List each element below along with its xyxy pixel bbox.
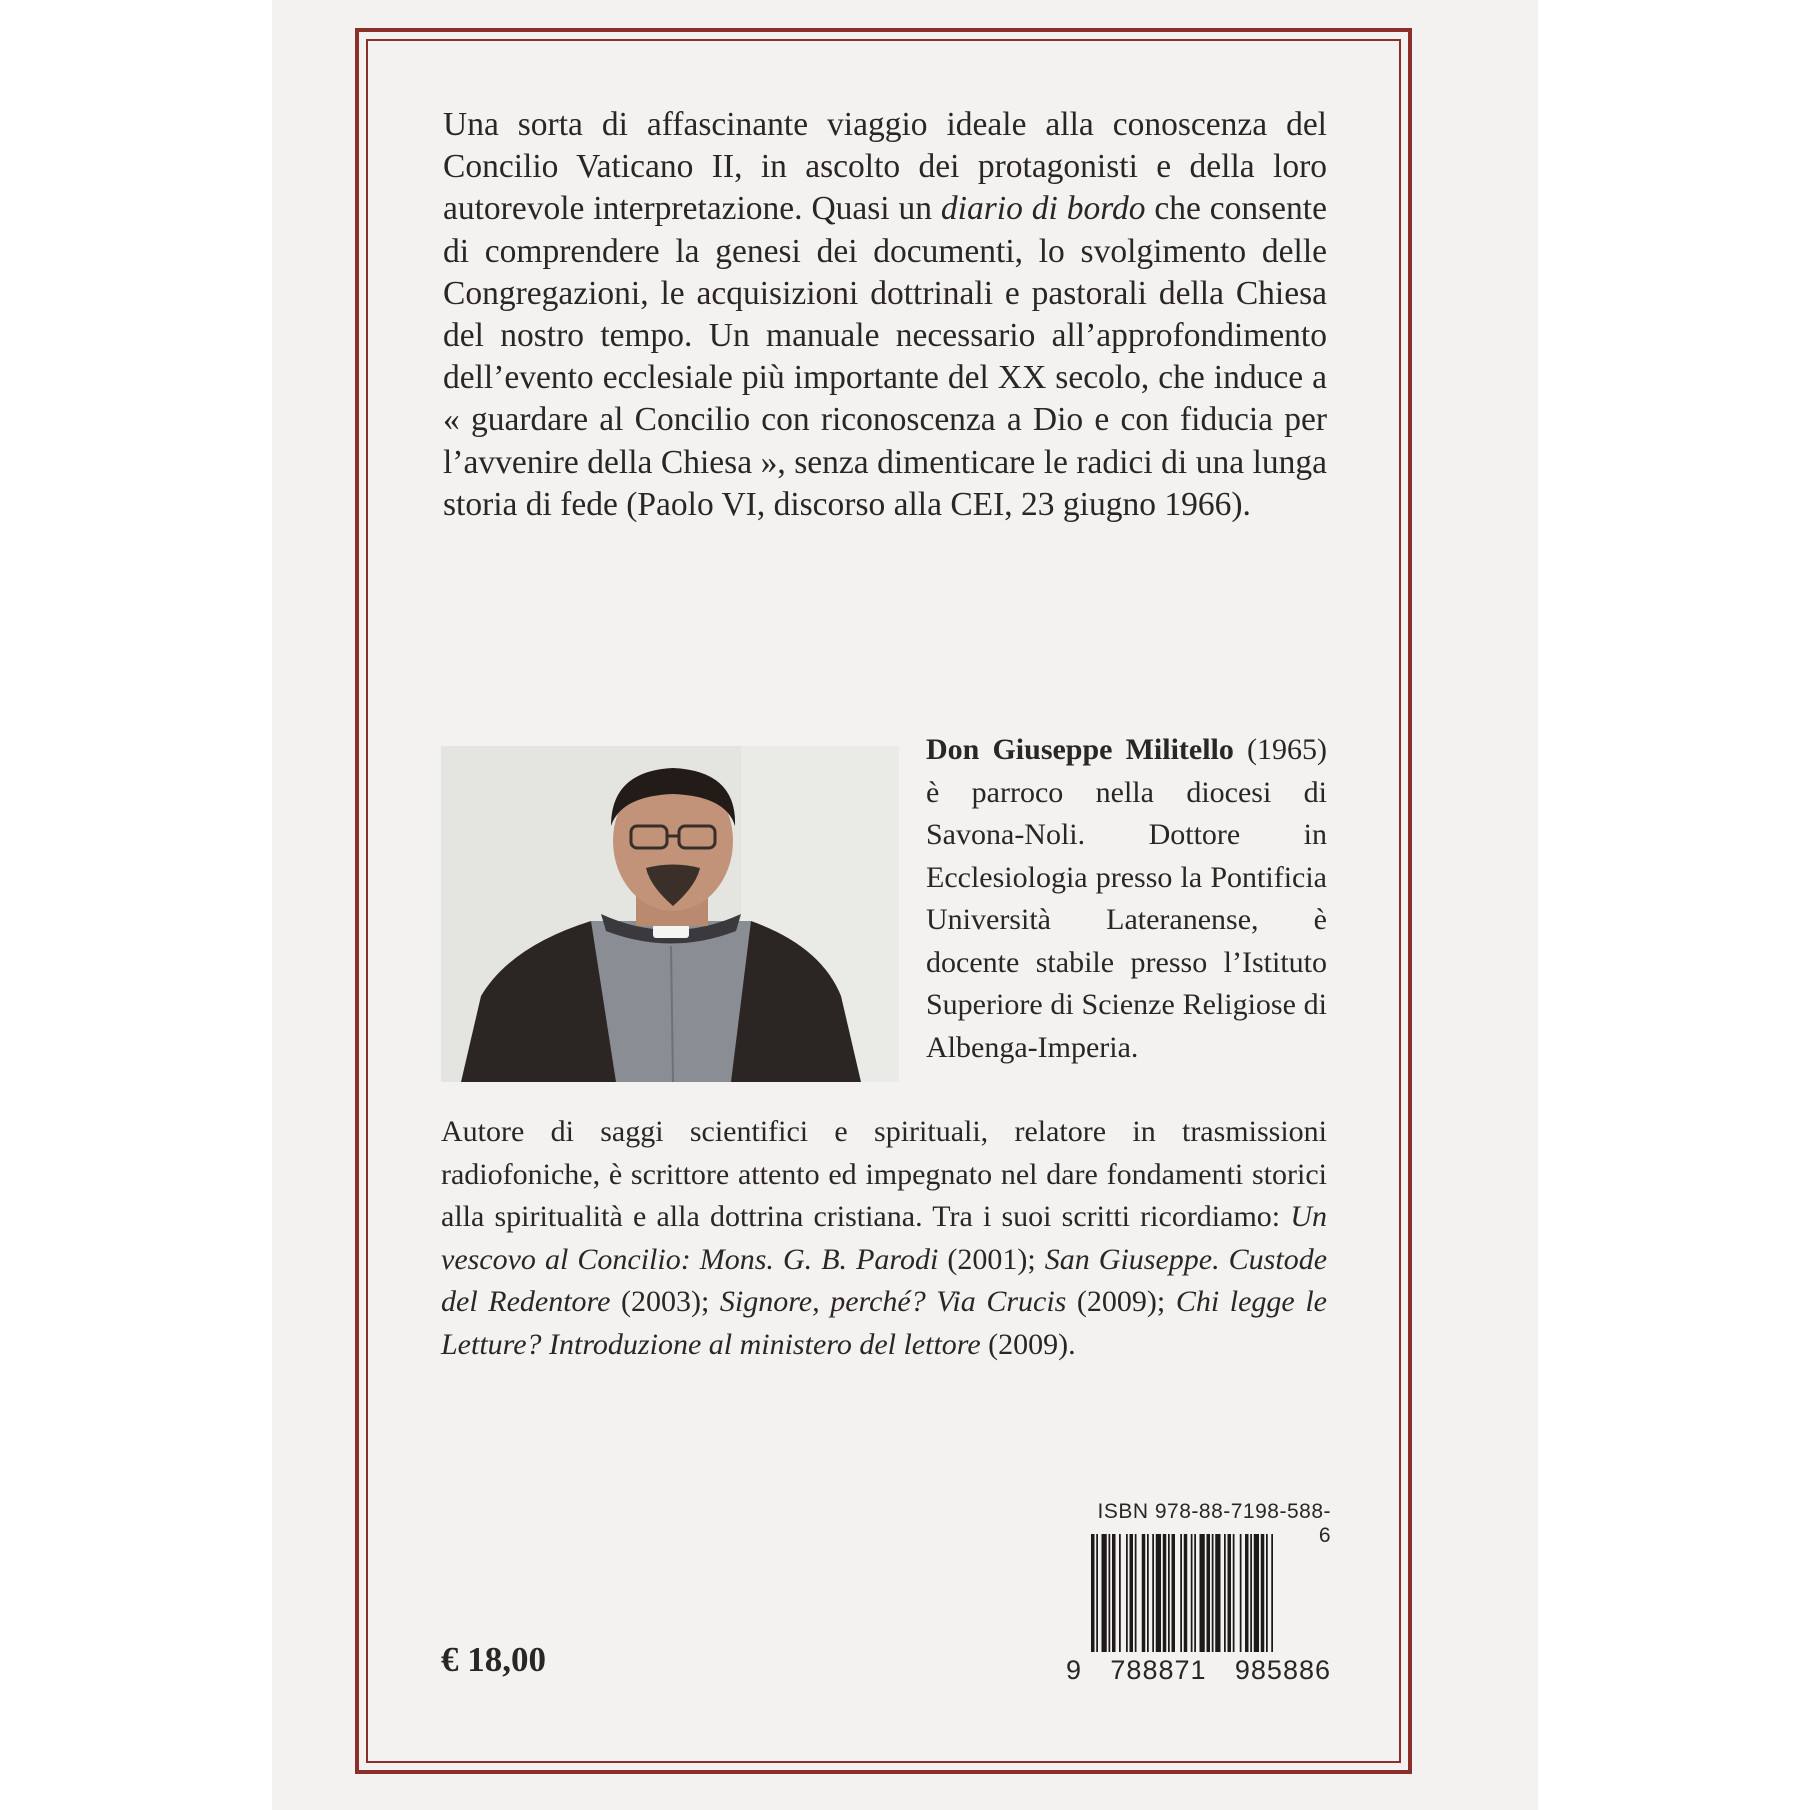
barcode-bar — [1240, 1534, 1242, 1652]
work-title: San Giuseppe. Custode del Redentore — [441, 1242, 1328, 1318]
barcode-bar — [1112, 1534, 1116, 1652]
barcode-bar — [1212, 1534, 1214, 1652]
barcode-bar — [1261, 1534, 1265, 1652]
price: € 18,00 — [441, 1640, 546, 1679]
barcode-bar — [1163, 1534, 1167, 1652]
blurb-text-1: Una sorta di affascinante viaggio ideale alla conoscenza del Concilio Vaticano II, in ascolto dei protagonisti e della loro autorevole interpretazione. Quasi un — [443, 106, 1327, 228]
barcode-bar — [1245, 1534, 1249, 1652]
work-title: Chi legge le Letture? Introduzione al ministero del lettore — [441, 1285, 1327, 1361]
barcode-bar — [1172, 1534, 1176, 1652]
barcode-bar — [1233, 1534, 1235, 1652]
author-name: Don Giuseppe Militello — [926, 733, 1234, 766]
work-year: (2003); — [610, 1285, 720, 1318]
barcode-bar — [1142, 1534, 1146, 1652]
barcode-bar — [1250, 1534, 1252, 1652]
isbn-label: ISBN 978-88-7198-588-6 — [1097, 1500, 1331, 1547]
barcode-bar — [1135, 1534, 1137, 1652]
barcode-bar — [1266, 1534, 1268, 1652]
barcode-bar — [1194, 1534, 1196, 1652]
work-title: Un vescovo al Concilio: Mons. G. B. Parodi — [441, 1200, 1327, 1276]
barcode-bar — [1102, 1534, 1107, 1652]
blurb-text-2: che consente di comprendere la genesi dei documenti, lo svolgimento delle Congregazioni, le acquisizioni dottrinali e pastorali della Chiesa del nostro tempo. Un manuale necessario all’approfondimento dell’evento ecclesiale più importante del XX secolo, che induce a « guardare al Concilio con riconoscenza a Dio e con fiducia per l’avvenire della Chiesa », senza dimenticare le radici di una lunga storia di fede (Paolo VI, discorso alla CEI, 23 giugno 1966). — [443, 190, 1327, 523]
barcode-bar — [1184, 1534, 1188, 1652]
barcode-bar — [1126, 1534, 1128, 1652]
barcode-bar — [1191, 1534, 1193, 1652]
blurb-italic-phrase: diario di bordo — [940, 190, 1146, 228]
barcode-bar — [1168, 1534, 1170, 1652]
barcode-bar — [1215, 1534, 1220, 1652]
barcode-bar — [1152, 1534, 1154, 1652]
work-title: Signore, perché? Via Crucis — [719, 1285, 1067, 1318]
barcode-bar — [1147, 1534, 1149, 1652]
author-bio-text: (1965) è parroco nella diocesi di Savona-Noli. Dottore in Ecclesiologia presso la Pontificia Università Lateranense, è docente stabile presso l’Istituto Superiore di Scienze Religiose di Albenga-Imperia. — [926, 733, 1327, 1064]
work-year: (2009); — [1066, 1285, 1176, 1318]
barcode-bar — [1130, 1534, 1134, 1652]
barcode-bar — [1109, 1534, 1111, 1652]
work-year: (2001); — [938, 1242, 1045, 1276]
author-bio-continued — [441, 1111, 1327, 1366]
barcode-bar — [1200, 1534, 1205, 1652]
barcode-bar — [1096, 1534, 1098, 1652]
barcode-bar — [1156, 1534, 1161, 1652]
barcode-bar — [1207, 1534, 1211, 1652]
ean-digit-group: 985886 — [1234, 1655, 1331, 1685]
author-bio-works-intro: Autore di saggi scientifici e spirituali, relatore in trasmissioni radiofoniche, è scrittore attento ed impegnato nel dare fondamenti storici alla spiritualità e alla dottrina cristiana. Tra i suoi scritti ricordiamo: — [441, 1115, 1327, 1233]
barcode — [1091, 1534, 1327, 1652]
book-blurb — [443, 104, 1327, 526]
barcode-bar — [1228, 1534, 1232, 1652]
ean-digit-group: 788871 — [1110, 1655, 1207, 1685]
barcode-bar — [1254, 1534, 1259, 1652]
author-photo — [441, 746, 899, 1082]
barcode-bar — [1180, 1534, 1182, 1652]
barcode-bar — [1119, 1534, 1121, 1652]
barcode-bar — [1224, 1534, 1226, 1652]
author-portrait-illustration — [441, 746, 899, 1082]
work-year: (2009). — [980, 1327, 1076, 1361]
ean-digit-group: 9 — [1066, 1655, 1083, 1685]
barcode-bar — [1271, 1534, 1273, 1652]
barcode-bar — [1091, 1534, 1095, 1652]
ean-digits — [1066, 1655, 1331, 1686]
author-bio-intro — [926, 729, 1327, 1069]
